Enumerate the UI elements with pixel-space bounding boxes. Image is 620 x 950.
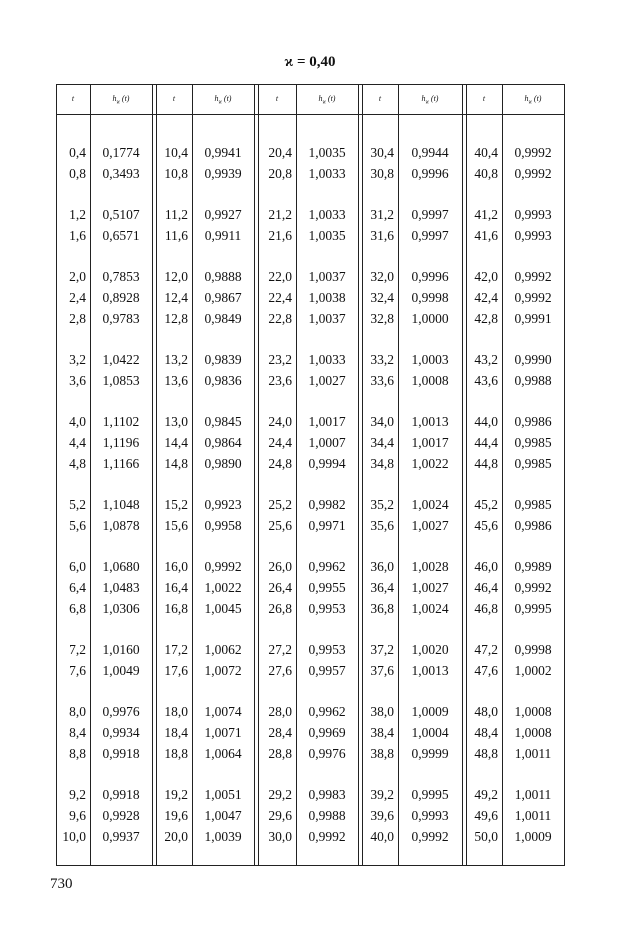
cell-h: 1,0051 — [204, 787, 242, 803]
cell-t: 48,8 — [474, 745, 498, 761]
cell-t: 2,0 — [69, 269, 86, 285]
cell-h: 1,0027 — [411, 517, 449, 533]
column-rule — [152, 84, 153, 866]
cell-h: 0,8928 — [102, 290, 140, 305]
column-header-h: $h_ϰ$ (t) — [318, 94, 336, 106]
cell-t: 24,8 — [268, 455, 292, 471]
cell-t: 36,4 — [370, 580, 394, 595]
cell-t: 31,2 — [370, 207, 394, 223]
cell-h: 1,0022 — [204, 580, 242, 595]
cell-h: 0,9890 — [204, 455, 242, 471]
cell-t: 21,6 — [268, 227, 292, 243]
cell-h: 1,0004 — [411, 725, 449, 740]
cell-h: 1,0074 — [204, 704, 242, 720]
cell-t: 37,6 — [370, 662, 394, 678]
cell-t: 47,2 — [474, 642, 498, 658]
cell-t: 25,2 — [268, 497, 292, 513]
cell-t: 35,6 — [370, 517, 394, 533]
cell-h: 0,9992 — [204, 559, 242, 575]
cell-h: 0,9992 — [514, 580, 552, 595]
cell-h: 1,0064 — [204, 745, 242, 761]
column-rule — [462, 84, 463, 866]
cell-t: 9,6 — [69, 807, 86, 823]
cell-t: 27,6 — [268, 662, 292, 678]
cell-t: 13,2 — [164, 352, 188, 368]
cell-h: 1,1166 — [102, 455, 140, 471]
cell-t: 20,0 — [164, 828, 188, 844]
cell-h: 0,9997 — [411, 207, 449, 223]
cell-t: 32,4 — [370, 290, 394, 305]
cell-h: 0,9996 — [411, 269, 449, 285]
cell-t: 50,0 — [474, 828, 498, 844]
cell-t: 13,6 — [164, 372, 188, 388]
cell-t: 14,4 — [164, 435, 188, 450]
cell-h: 0,9995 — [514, 600, 552, 616]
cell-t: 44,4 — [474, 435, 498, 450]
cell-t: 49,6 — [474, 807, 498, 823]
cell-h: 1,0033 — [308, 207, 346, 223]
cell-h: 0,9839 — [204, 352, 242, 368]
cell-h: 0,9957 — [308, 662, 346, 678]
cell-t: 6,4 — [69, 580, 86, 595]
cell-t: 37,2 — [370, 642, 394, 658]
cell-t: 31,6 — [370, 227, 394, 243]
cell-h: 1,0024 — [411, 600, 449, 616]
cell-t: 36,0 — [370, 559, 394, 575]
cell-t: 6,0 — [69, 559, 86, 575]
cell-t: 3,6 — [69, 372, 86, 388]
cell-h: 0,9992 — [514, 145, 552, 160]
cell-h: 0,9845 — [204, 414, 242, 430]
cell-t: 32,0 — [370, 269, 394, 285]
cell-h: 1,0022 — [411, 455, 449, 471]
cell-t: 38,8 — [370, 745, 394, 761]
cell-t: 4,4 — [69, 435, 86, 450]
cell-t: 26,4 — [268, 580, 292, 595]
cell-h: 1,0071 — [204, 725, 242, 740]
cell-h: 1,0003 — [411, 352, 449, 368]
data-table — [56, 84, 564, 866]
column-header-h: $h_ϰ$ (t) — [524, 94, 542, 106]
cell-t: 22,8 — [268, 310, 292, 326]
cell-h: 0,9995 — [411, 787, 449, 803]
cell-t: 0,4 — [69, 145, 86, 160]
cell-h: 1,0037 — [308, 310, 346, 326]
cell-h: 1,1196 — [102, 435, 140, 450]
cell-h: 1,0013 — [411, 662, 449, 678]
cell-t: 28,4 — [268, 725, 292, 740]
cell-h: 1,0008 — [411, 372, 449, 388]
column-header-t: t — [71, 94, 75, 103]
cell-h: 0,9958 — [204, 517, 242, 533]
cell-h: 0,9986 — [514, 414, 552, 430]
cell-h: 1,0047 — [204, 807, 242, 823]
cell-h: 0,9939 — [204, 165, 242, 181]
cell-h: 0,9985 — [514, 435, 552, 450]
cell-h: 0,9888 — [204, 269, 242, 285]
cell-h: 0,9976 — [308, 745, 346, 761]
cell-t: 45,2 — [474, 497, 498, 513]
cell-h: 0,9985 — [514, 455, 552, 471]
cell-t: 0,8 — [69, 165, 86, 181]
cell-t: 24,0 — [268, 414, 292, 430]
cell-h: 0,9783 — [102, 310, 140, 326]
cell-h: 1,0017 — [308, 414, 346, 430]
cell-t: 27,2 — [268, 642, 292, 658]
cell-t: 40,8 — [474, 165, 498, 181]
cell-h: 0,9928 — [102, 807, 140, 823]
cell-t: 20,8 — [268, 165, 292, 181]
cell-h: 1,0009 — [411, 704, 449, 720]
cell-h: 0,9993 — [411, 807, 449, 823]
header-rule — [56, 114, 564, 115]
cell-t: 40,4 — [474, 145, 498, 160]
cell-h: 1,0000 — [411, 310, 449, 326]
cell-h: 0,9990 — [514, 352, 552, 368]
cell-t: 12,0 — [164, 269, 188, 285]
cell-t: 28,0 — [268, 704, 292, 720]
cell-h: 1,0002 — [514, 662, 552, 678]
cell-h: 0,9962 — [308, 704, 346, 720]
cell-h: 1,1102 — [102, 414, 140, 430]
cell-h: 0,7853 — [102, 269, 140, 285]
cell-h: 1,0853 — [102, 372, 140, 388]
cell-t: 11,2 — [164, 207, 188, 223]
cell-t: 17,6 — [164, 662, 188, 678]
cell-t: 12,8 — [164, 310, 188, 326]
cell-t: 8,0 — [69, 704, 86, 720]
cell-h: 1,0024 — [411, 497, 449, 513]
cell-h: 0,9988 — [308, 807, 346, 823]
cell-h: 0,9955 — [308, 580, 346, 595]
cell-h: 0,1774 — [102, 145, 140, 160]
cell-t: 47,6 — [474, 662, 498, 678]
cell-h: 1,0062 — [204, 642, 242, 658]
cell-t: 5,2 — [69, 497, 86, 513]
cell-t: 48,4 — [474, 725, 498, 740]
cell-h: 1,0878 — [102, 517, 140, 533]
cell-h: 0,9998 — [411, 290, 449, 305]
cell-t: 35,2 — [370, 497, 394, 513]
cell-t: 15,6 — [164, 517, 188, 533]
cell-t: 1,6 — [69, 227, 86, 243]
cell-t: 44,8 — [474, 455, 498, 471]
cell-h: 0,9999 — [411, 745, 449, 761]
cell-t: 11,6 — [164, 227, 188, 243]
cell-t: 34,0 — [370, 414, 394, 430]
cell-h: 0,9986 — [514, 517, 552, 533]
cell-h: 1,0037 — [308, 269, 346, 285]
cell-h: 1,0017 — [411, 435, 449, 450]
cell-t: 49,2 — [474, 787, 498, 803]
cell-t: 39,6 — [370, 807, 394, 823]
cell-h: 1,0011 — [514, 787, 552, 803]
cell-t: 34,4 — [370, 435, 394, 450]
cell-t: 43,6 — [474, 372, 498, 388]
cell-h: 1,0027 — [411, 580, 449, 595]
cell-h: 1,0011 — [514, 745, 552, 761]
cell-h: 0,5107 — [102, 207, 140, 223]
cell-t: 18,4 — [164, 725, 188, 740]
cell-h: 1,0483 — [102, 580, 140, 595]
cell-h: 0,9953 — [308, 600, 346, 616]
cell-t: 30,8 — [370, 165, 394, 181]
cell-h: 1,0033 — [308, 352, 346, 368]
cell-t: 33,2 — [370, 352, 394, 368]
cell-t: 2,8 — [69, 310, 86, 326]
cell-h: 0,9983 — [308, 787, 346, 803]
cell-h: 1,0072 — [204, 662, 242, 678]
cell-t: 14,8 — [164, 455, 188, 471]
cell-t: 4,8 — [69, 455, 86, 471]
cell-h: 1,0422 — [102, 352, 140, 368]
cell-t: 42,0 — [474, 269, 498, 285]
cell-t: 36,8 — [370, 600, 394, 616]
cell-t: 34,8 — [370, 455, 394, 471]
cell-t: 38,4 — [370, 725, 394, 740]
cell-h: 0,9849 — [204, 310, 242, 326]
cell-t: 42,8 — [474, 310, 498, 326]
cell-t: 29,2 — [268, 787, 292, 803]
cell-h: 1,0038 — [308, 290, 346, 305]
table-bottom-rule — [56, 865, 564, 866]
cell-h: 0,9836 — [204, 372, 242, 388]
cell-t: 8,4 — [69, 725, 86, 740]
column-header-h: $h_ϰ$ (t) — [421, 94, 439, 106]
cell-t: 30,4 — [370, 145, 394, 160]
cell-t: 43,2 — [474, 352, 498, 368]
cell-t: 21,2 — [268, 207, 292, 223]
cell-t: 41,6 — [474, 227, 498, 243]
cell-t: 19,2 — [164, 787, 188, 803]
cell-t: 48,0 — [474, 704, 498, 720]
cell-t: 28,8 — [268, 745, 292, 761]
cell-t: 46,0 — [474, 559, 498, 575]
cell-t: 9,2 — [69, 787, 86, 803]
cell-t: 2,4 — [69, 290, 86, 305]
cell-h: 0,9944 — [411, 145, 449, 160]
cell-h: 0,9988 — [514, 372, 552, 388]
cell-t: 10,0 — [62, 828, 86, 844]
column-header-h: $h_ϰ$ (t) — [112, 94, 130, 106]
cell-h: 0,9992 — [411, 828, 449, 844]
table-top-rule — [56, 84, 564, 85]
cell-h: 0,9996 — [411, 165, 449, 181]
cell-h: 0,9991 — [514, 310, 552, 326]
cell-t: 16,4 — [164, 580, 188, 595]
cell-t: 6,8 — [69, 600, 86, 616]
cell-h: 1,0013 — [411, 414, 449, 430]
cell-h: 0,9864 — [204, 435, 242, 450]
cell-t: 10,4 — [164, 145, 188, 160]
column-header-t: t — [275, 94, 279, 103]
cell-t: 8,8 — [69, 745, 86, 761]
cell-t: 13,0 — [164, 414, 188, 430]
column-rule — [358, 84, 359, 866]
cell-t: 20,4 — [268, 145, 292, 160]
cell-t: 30,0 — [268, 828, 292, 844]
cell-t: 4,0 — [69, 414, 86, 430]
cell-h: 0,9993 — [514, 207, 552, 223]
cell-h: 0,9993 — [514, 227, 552, 243]
cell-t: 40,0 — [370, 828, 394, 844]
cell-t: 38,0 — [370, 704, 394, 720]
column-rule — [254, 84, 255, 866]
cell-h: 0,9927 — [204, 207, 242, 223]
cell-h: 0,9918 — [102, 787, 140, 803]
cell-h: 0,9989 — [514, 559, 552, 575]
cell-h: 0,9992 — [514, 269, 552, 285]
cell-t: 23,6 — [268, 372, 292, 388]
cell-h: 0,9982 — [308, 497, 346, 513]
cell-h: 1,0035 — [308, 145, 346, 160]
column-rule — [564, 84, 565, 866]
cell-h: 1,0160 — [102, 642, 140, 658]
cell-h: 0,9953 — [308, 642, 346, 658]
cell-h: 1,0306 — [102, 600, 140, 616]
cell-h: 0,9962 — [308, 559, 346, 575]
cell-h: 0,6571 — [102, 227, 140, 243]
cell-t: 3,2 — [69, 352, 86, 368]
cell-t: 7,2 — [69, 642, 86, 658]
cell-h: 0,9923 — [204, 497, 242, 513]
cell-h: 0,9998 — [514, 642, 552, 658]
column-header-t: t — [172, 94, 176, 103]
page-title: ϰ = 0,40 — [284, 54, 336, 70]
cell-h: 1,0045 — [204, 600, 242, 616]
cell-h: 0,9918 — [102, 745, 140, 761]
cell-h: 0,9941 — [204, 145, 242, 160]
cell-h: 1,0011 — [514, 807, 552, 823]
cell-t: 16,8 — [164, 600, 188, 616]
cell-h: 0,9934 — [102, 725, 140, 740]
cell-t: 12,4 — [164, 290, 188, 305]
cell-t: 42,4 — [474, 290, 498, 305]
cell-h: 0,9911 — [204, 227, 242, 243]
cell-t: 19,6 — [164, 807, 188, 823]
cell-t: 33,6 — [370, 372, 394, 388]
cell-h: 0,9969 — [308, 725, 346, 740]
cell-h: 0,9937 — [102, 828, 140, 844]
cell-t: 23,2 — [268, 352, 292, 368]
cell-h: 1,0027 — [308, 372, 346, 388]
column-header-h: $h_ϰ$ (t) — [214, 94, 232, 106]
cell-t: 22,4 — [268, 290, 292, 305]
cell-h: 0,9985 — [514, 497, 552, 513]
cell-t: 29,6 — [268, 807, 292, 823]
cell-h: 1,0033 — [308, 165, 346, 181]
cell-t: 16,0 — [164, 559, 188, 575]
cell-t: 25,6 — [268, 517, 292, 533]
cell-h: 1,0009 — [514, 828, 552, 844]
cell-t: 46,4 — [474, 580, 498, 595]
cell-h: 1,0007 — [308, 435, 346, 450]
cell-t: 46,8 — [474, 600, 498, 616]
cell-t: 15,2 — [164, 497, 188, 513]
column-header-t: t — [482, 94, 486, 103]
cell-h: 1,0035 — [308, 227, 346, 243]
cell-t: 39,2 — [370, 787, 394, 803]
cell-h: 1,0028 — [411, 559, 449, 575]
cell-t: 18,0 — [164, 704, 188, 720]
cell-t: 10,8 — [164, 165, 188, 181]
cell-h: 0,9992 — [308, 828, 346, 844]
cell-t: 22,0 — [268, 269, 292, 285]
column-header-t: t — [378, 94, 382, 103]
page-number: 730 — [50, 876, 73, 892]
cell-h: 0,9976 — [102, 704, 140, 720]
cell-h: 1,0020 — [411, 642, 449, 658]
cell-h: 0,9992 — [514, 165, 552, 181]
cell-t: 17,2 — [164, 642, 188, 658]
cell-h: 1,0039 — [204, 828, 242, 844]
cell-t: 45,6 — [474, 517, 498, 533]
cell-h: 0,9994 — [308, 455, 346, 471]
cell-h: 1,0049 — [102, 662, 140, 678]
cell-h: 0,9867 — [204, 290, 242, 305]
cell-t: 26,0 — [268, 559, 292, 575]
cell-h: 1,0008 — [514, 725, 552, 740]
cell-h: 0,9992 — [514, 290, 552, 305]
cell-h: 1,0680 — [102, 559, 140, 575]
cell-t: 18,8 — [164, 745, 188, 761]
cell-t: 7,6 — [69, 662, 86, 678]
cell-t: 44,0 — [474, 414, 498, 430]
cell-h: 1,0008 — [514, 704, 552, 720]
cell-t: 24,4 — [268, 435, 292, 450]
cell-t: 5,6 — [69, 517, 86, 533]
cell-h: 0,9971 — [308, 517, 346, 533]
cell-t: 26,8 — [268, 600, 292, 616]
cell-h: 0,3493 — [102, 165, 140, 181]
cell-t: 41,2 — [474, 207, 498, 223]
cell-t: 32,8 — [370, 310, 394, 326]
cell-h: 1,1048 — [102, 497, 140, 513]
cell-h: 0,9997 — [411, 227, 449, 243]
cell-t: 1,2 — [69, 207, 86, 223]
